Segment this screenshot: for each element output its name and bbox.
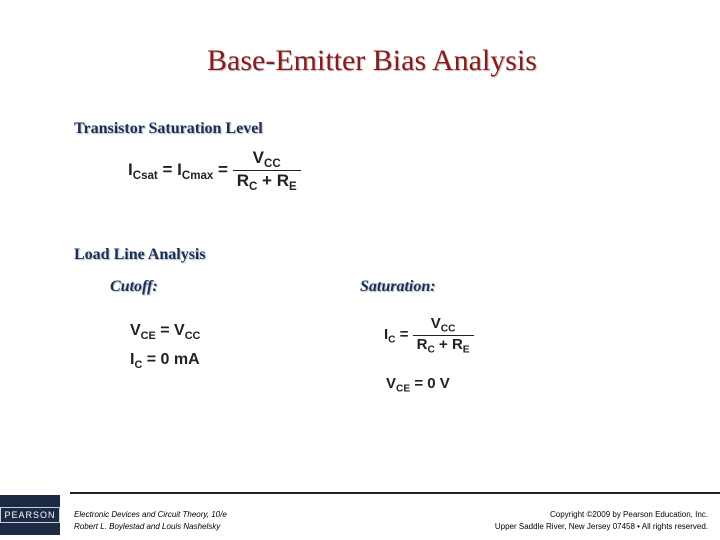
footer-copyright bbox=[495, 509, 708, 533]
numerator: $V_{CC}$ bbox=[430, 315, 456, 335]
heading-saturation: Saturation: bbox=[360, 278, 436, 295]
equation-saturation-vce: $V_{CE} = 0$ V bbox=[386, 375, 450, 395]
footer-book-info bbox=[74, 509, 227, 533]
heading-cutoff: Cutoff: bbox=[110, 278, 158, 295]
address-line: Upper Saddle River, New Jersey 07458 • All rights reserved. bbox=[494, 522, 708, 531]
equation-icsat bbox=[128, 148, 301, 193]
slide-title: Base-Emitter Bias Analysis bbox=[207, 44, 537, 77]
denominator: $R_C + R_E$ bbox=[236, 171, 297, 194]
pearson-logo: PEARSON bbox=[0, 495, 60, 535]
fraction bbox=[233, 148, 301, 193]
copyright-line: Copyright ©2009 by Pearson Education, Inc. bbox=[550, 510, 708, 519]
eq-sub: Csat bbox=[132, 170, 158, 183]
numerator: $V_{CC}$ bbox=[252, 148, 281, 171]
equation-saturation-ic: $I_C$ = $\frac{V_{CC}}{R_C + R_E}$ bbox=[384, 315, 474, 355]
eq-text: = bbox=[213, 160, 233, 180]
equation-cutoff-vce: $V_{CE} = V_{CC}$ bbox=[130, 322, 201, 342]
denominator: $R_C + R_E$ bbox=[416, 335, 470, 356]
footer-divider bbox=[70, 492, 720, 494]
book-authors: Robert L. Boylestad and Louis Nashelsky bbox=[74, 522, 221, 531]
fraction bbox=[413, 315, 474, 355]
heading-saturation-level: Transistor Saturation Level bbox=[74, 120, 263, 137]
equation-cutoff-ic: $I_C = 0$ mA bbox=[130, 351, 200, 371]
heading-load-line: Load Line Analysis bbox=[74, 246, 206, 263]
book-title: Electronic Devices and Circuit Theory, 10/e bbox=[74, 510, 227, 519]
eq-text: = I bbox=[157, 160, 182, 180]
eq-text: I bbox=[128, 160, 133, 180]
eq-sub: Cmax bbox=[181, 170, 214, 183]
